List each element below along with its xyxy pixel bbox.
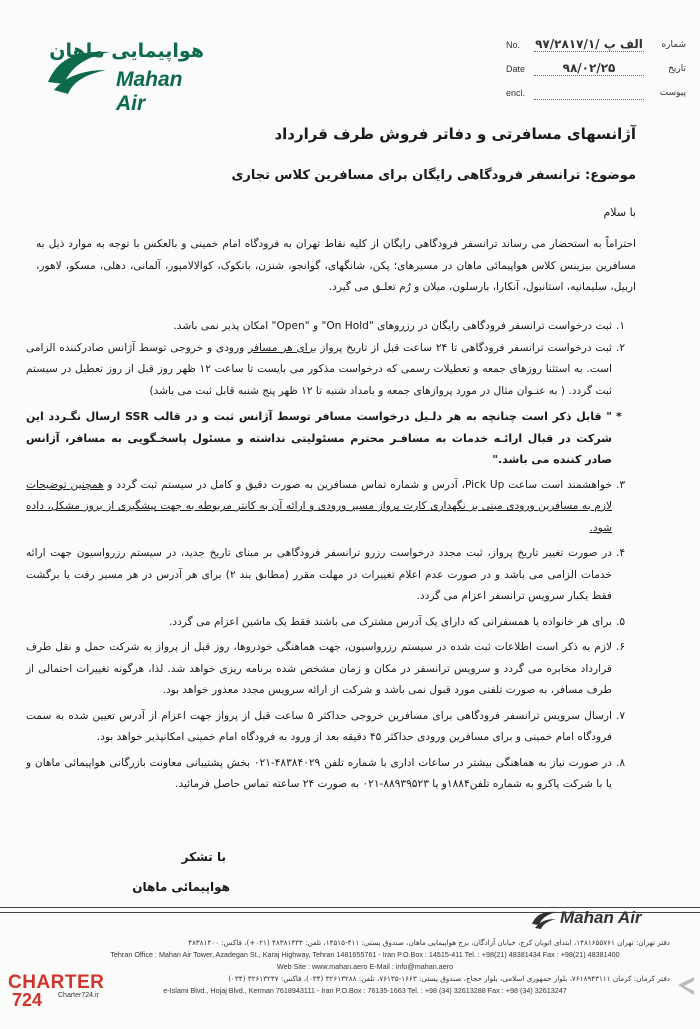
- mahan-air-logo: [44, 38, 204, 115]
- greeting: با سلام: [603, 206, 636, 219]
- list-item: [26, 612, 636, 634]
- number-value: الف پ /۹۷/۲۸۱۷/۱: [535, 37, 643, 51]
- date-label-fa: تاریخ: [668, 64, 686, 74]
- item-number: ۸.: [616, 756, 626, 769]
- encl-label-fa: پیوست: [659, 88, 686, 98]
- logo-text-fa: هواپیمایی ماهان: [49, 40, 204, 62]
- closing-signature: هواپیمائی ماهان: [132, 880, 230, 894]
- item-text: خواهشمند است ساعت Pick Up، آدرس و شماره تماس مسافرین به صورت دقیق و کامل در سیستم ثبت گردد و: [103, 478, 612, 491]
- item-text: برای هر خانواده یا همسفرانی که دارای یک آدرس مشترک می باشند فقط یک ماشین اعزام می گردد.: [169, 615, 612, 628]
- item-text: همچنین توضیحات لازم به مسافرین ورودی مبنی بر نگهداری کارت پرواز مسیر ورودی و ارائه آن به کانتر مربوطه به جهت پیشگیری از بروز مشکل، داده شود.: [26, 478, 612, 534]
- watermark-brand: CHARTER: [8, 972, 105, 993]
- footer-logo: [530, 908, 680, 932]
- item-number: ۵.: [616, 615, 626, 628]
- list-item: [26, 753, 636, 796]
- item-text: ثبت درخواست ترانسفر فرودگاهی تا ۲۴ ساعت قبل از تاریخ پرواز: [316, 341, 612, 354]
- intro-paragraph: احتراماً به استحضار می رساند ترانسفر فرودگاهی رایگان از کلیه نقاط تهران به فرودگاه امام خمینی و بالعکس با توجه به موارد ذیل به مسافرین بیزینس کلاس هواپیمائی ماهان در مسیرهای؛ پکن، شانگهای، گوانجو، شنزن، بانکوک، کوالالامپور، آلمانی، دهلی، مسکو، لاهور، اربیل، سلیمانیه، استانبول، آنکارا، بارسلون، میلان و رُم تعلـق می گیرد.: [36, 238, 636, 293]
- item-number: ۷.: [616, 709, 626, 722]
- item-text: ورودی و خروجی توسط آژانس صادرکننده الزامی است. به استثنا روزهای جمعه و تعطیلات رسمی که درخواست مذکور می بایست تا ساعت ۱۲ ظهر روز قبل از روز تعطیل در سیستم ثبت گردد. ( به عنـوان مثال در مورد پروازهای جمعه و بامداد شنبه تا ۱۲ ظهر پنج شنبه قابل ثبت می باشد): [26, 341, 612, 397]
- item-text: " قابل ذکر است چنانچه به هر دلـیل درخواست مسافر توسط آژانس ثبت و در قالب SSR ارسال نگـردد این شرکت در قبال ارائـه خدمات به مسافـر محترم مسئولیتی نداشته و مسئول پاسخـگویی به مسافر، آژانس صادر کننده می باشد.": [26, 410, 613, 466]
- item-text: در صورت نیاز به هماهنگی بیشتر در ساعات اداری با شماره تلفن ۴۸۳۸۴۰۲۹-۰۲۱ بخش پشتیبانی معاونت بازرگانی هواپیمائی ماهان و یا با شرکت پاکرو به شماره تلفن۱۸۸۴و یا ۸۸۹۳۹۵۲۳-۰۲۱ به صورت ۲۴ ساعته تماس حاصل فرمائید.: [26, 756, 612, 790]
- footer-logo-text: Mahan Air: [560, 908, 642, 927]
- number-label-fa: شماره: [661, 40, 686, 50]
- footer-kerman-fa: دفتر کرمان: کرمان ۷۶۱۸۹۴۳۱۱۱، بلوار جمهوری اسلامی، بلوار حجاج، صندوق پستی: ۱۶۶۳-۷۶۱۳۵، تلفن: ۳۲۶۱۳۲۸۸ (۰۳۴)، فاکس: ۳۲۶۱۳۲۴۷ (۰۳۴): [228, 974, 670, 983]
- item-text: ارسال سرویس ترانسفر فرودگاهی برای مسافرین خروجی حداکثر ۵ ساعت قبل از پرواز جهت اعزام از آدرس تعیین شده به سمت فرودگاه امام خمینی و برای مسافرین ورودی حداکثر ۴۵ دقیقه بعد از ورود به فرودگاه امام خمینی امکانپذیر خواهد بود.: [26, 709, 612, 743]
- letter-subject: موضوع: ترانسفر فرودگاهی رایگان برای مسافرین کلاس تجاری: [231, 168, 636, 183]
- list-item: [26, 316, 636, 338]
- list-item: [26, 338, 636, 403]
- item-text: برای هر مسافر: [248, 341, 317, 354]
- footer-tehran-fa: دفتر تهران: تهران ۱۴۸۱۶۵۵۷۶۱، ابتدای اتوبان کرج، خیابان آزادگان، برج هواپیمایی ماهان، صندوق پستی: ۴۱۱-۱۴۵۱۵، تلفن: ۴۸۳۸۱۴۳۴ (۰۲۱+)، فاکس: ۴۸۳۸۱۴۰۰: [188, 938, 670, 947]
- footer-tehran-en: Tehran Office : Mahan Air Tower, Azadegan St., Karaj Highway, Tehran 1481655761 - Iran P.O.Box : 14515-411 Tel. : +98(21) 48381434 Fax : +98(21) 48381400: [110, 950, 620, 959]
- list-item: [26, 706, 636, 749]
- item-text: لازم به ذکر است اطلاعات ثبت شده در سیستم رزرواسیون، جهت هماهنگی خودروها، روز قبل از پرواز به شرکت حمل و نقل طرف قرارداد مخابره می گردد و سرویس ترانسفر در مکان و زمان مشخص شده برنامه ریزی خواهد شد. لذا، هرگونه تغییرات احتمالی از طرف مسافر، به صورت تلفنی مورد قبول نمی باشد و شرکت از ارائه سرویس مجدد معذور خواهد بود.: [26, 641, 612, 696]
- logo-text-en: Mahan Air: [116, 68, 183, 115]
- watermark-url: Charter724.ir: [58, 992, 99, 999]
- footer-web: Web Site : www.mahan.aero E-Mail : info@mahan.aero: [276, 962, 454, 971]
- number-label-en: No.: [506, 40, 521, 50]
- encl-value: [534, 85, 644, 100]
- item-text: ثبت درخواست ترانسفر فرودگاهی رایگان در رزروهای "On Hold" و "Open" امکان پذیر نمی باشد.: [173, 320, 612, 332]
- closing-thanks: با تشکر: [181, 850, 226, 864]
- item-number: ۴.: [616, 547, 626, 559]
- item-number: ۲.: [616, 341, 626, 354]
- terms-list: [26, 316, 636, 796]
- item-number: ۳.: [616, 478, 626, 491]
- list-item: [26, 543, 636, 608]
- list-item: [26, 637, 636, 702]
- note-item: [26, 406, 636, 471]
- item-number: *: [616, 410, 622, 423]
- charter724-watermark: [8, 972, 128, 1012]
- letter-recipient-title: آژانسهای مسافرتی و دفاتر فروش طرف قرارداد: [274, 125, 636, 143]
- plane-icon: [676, 955, 696, 1015]
- item-number: ۶.: [616, 641, 626, 653]
- item-text: در صورت تغییر تاریخ پرواز، ثبت مجدد درخواست رزرو ترانسفر فرودگاهی بر مبنای تاریخ جدید، در سیستم رزرواسیون جهت ارائه خدمات الزامی می باشد و در صورت عدم اعلام تغییرات در مهلت مقرر (مطابق بند ۲) برای هر آدرس در هر مسیر رفت یا برگشت فقط یکبار سرویس ترانسفر اعزام می گردد.: [26, 547, 612, 602]
- date-value: ۹۸/۰۲/۲۵: [534, 61, 644, 76]
- footer-kerman-en: e-Islami Blvd., Hojaj Blvd., Kerman 7618943111 - Iran P.O.Box : 76135-1663 Tel. : +98 (34) 32613288 Fax : +98 (34) 32613247: [163, 986, 567, 995]
- encl-label-en: encl.: [506, 88, 526, 98]
- footer-bird-icon: [530, 908, 558, 930]
- watermark-number: 724: [12, 990, 43, 1010]
- date-label-en: Date: [506, 64, 526, 74]
- list-item: [26, 475, 636, 540]
- item-number: ۱.: [616, 320, 626, 332]
